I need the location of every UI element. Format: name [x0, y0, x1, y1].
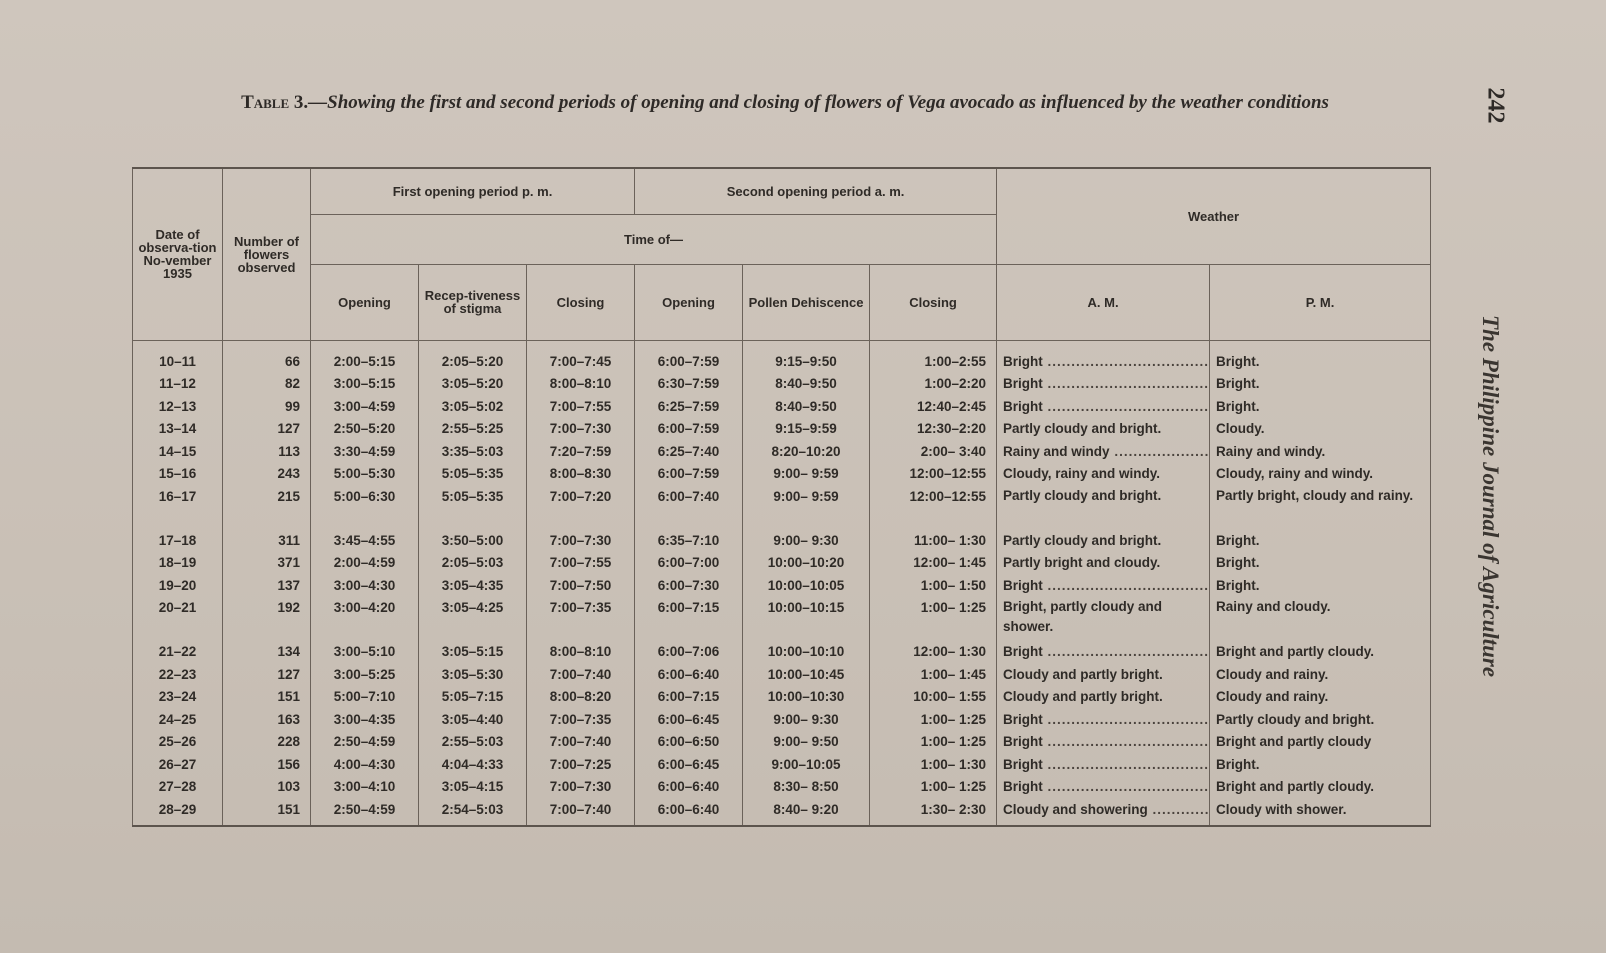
- cell-opening-1: 4:00–4:30: [311, 754, 419, 777]
- cell-closing-1: 7:00–7:40: [527, 799, 635, 827]
- cell-receptiveness: 3:35–5:03: [419, 441, 527, 464]
- header-weather: Weather: [997, 168, 1431, 264]
- cell-number: 228: [223, 731, 311, 754]
- cell-receptiveness: 3:05–4:25: [419, 597, 527, 641]
- cell-closing-2: 10:00– 1:55: [870, 686, 997, 709]
- cell-opening-2: 6:30–7:59: [635, 373, 743, 396]
- cell-closing-2: 12:00–12:55: [870, 463, 997, 486]
- cell-pollen: 9:00– 9:50: [743, 731, 870, 754]
- cell-pollen: 8:40–9:50: [743, 373, 870, 396]
- cell-date: 17–18: [133, 530, 223, 553]
- cell-weather-pm: Cloudy and rainy.: [1210, 686, 1431, 709]
- cell-receptiveness: 3:05–5:15: [419, 641, 527, 664]
- cell-number: 137: [223, 575, 311, 598]
- cell-pollen: 9:15–9:59: [743, 418, 870, 441]
- cell-opening-1: 3:00–4:59: [311, 396, 419, 419]
- cell-weather-am: Cloudy and showering .....: [1003, 802, 1210, 817]
- cell-opening-1: 3:00–4:20: [311, 597, 419, 641]
- cell-receptiveness: 2:54–5:03: [419, 799, 527, 827]
- cell-opening-1: 3:00–4:30: [311, 575, 419, 598]
- cell-closing-1: 7:00–7:25: [527, 754, 635, 777]
- cell-closing-2: 1:00– 1:45: [870, 664, 997, 687]
- cell-weather-pm: Bright and partly cloudy.: [1210, 641, 1431, 664]
- cell-receptiveness: 5:05–5:35: [419, 463, 527, 486]
- cell-weather-pm: Bright.: [1210, 396, 1431, 419]
- cell-number: 215: [223, 486, 311, 530]
- cell-opening-2: 6:00–7:59: [635, 463, 743, 486]
- cell-opening-2: 6:00–7:15: [635, 686, 743, 709]
- table-row: [133, 340, 1431, 373]
- cell-pollen: 10:00–10:20: [743, 552, 870, 575]
- cell-number: 371: [223, 552, 311, 575]
- cell-closing-1: 7:00–7:55: [527, 552, 635, 575]
- cell-closing-2: 1:00– 1:25: [870, 731, 997, 754]
- cell-date: 20–21: [133, 597, 223, 641]
- cell-weather-am: Cloudy, rainy and windy.: [997, 463, 1210, 486]
- cell-receptiveness: 5:05–7:15: [419, 686, 527, 709]
- cell-opening-1: 2:00–4:59: [311, 552, 419, 575]
- cell-opening-1: 5:00–7:10: [311, 686, 419, 709]
- table-row: [133, 597, 1431, 641]
- cell-closing-1: 7:00–7:55: [527, 396, 635, 419]
- cell-pollen: 8:20–10:20: [743, 441, 870, 464]
- cell-opening-2: 6:00–6:45: [635, 754, 743, 777]
- cell-pollen: 10:00–10:10: [743, 641, 870, 664]
- cell-date: 22–23: [133, 664, 223, 687]
- cell-closing-2: 1:00– 1:50: [870, 575, 997, 598]
- cell-closing-1: 7:00–7:45: [527, 340, 635, 373]
- cell-closing-2: 12:00–12:55: [870, 486, 997, 530]
- cell-weather-am: Bright .....: [1003, 399, 1210, 414]
- cell-receptiveness: 3:05–5:02: [419, 396, 527, 419]
- table-body: [133, 340, 1431, 826]
- cell-weather-am: Bright, partly cloudy and shower.: [997, 597, 1210, 641]
- cell-closing-2: 1:00– 1:25: [870, 597, 997, 641]
- table-row: [133, 799, 1431, 827]
- cell-closing-2: 12:00– 1:45: [870, 552, 997, 575]
- cell-weather-am: Bright .....: [1003, 734, 1210, 749]
- header-opening-1: Opening: [311, 264, 419, 340]
- table-row: [133, 641, 1431, 664]
- cell-number: 192: [223, 597, 311, 641]
- cell-number: 134: [223, 641, 311, 664]
- cell-number: 243: [223, 463, 311, 486]
- cell-opening-2: 6:25–7:59: [635, 396, 743, 419]
- cell-closing-1: 7:00–7:20: [527, 486, 635, 530]
- cell-closing-1: 7:20–7:59: [527, 441, 635, 464]
- table-caption: [140, 88, 1430, 117]
- table-row: [133, 664, 1431, 687]
- cell-closing-2: 12:40–2:45: [870, 396, 997, 419]
- cell-closing-1: 8:00–8:10: [527, 641, 635, 664]
- header-receptiveness: Recep-tiveness of stigma: [419, 264, 527, 340]
- cell-receptiveness: 2:05–5:20: [419, 340, 527, 373]
- cell-number: 127: [223, 664, 311, 687]
- header-time-of: Time of—: [311, 214, 997, 264]
- cell-pollen: 10:00–10:30: [743, 686, 870, 709]
- table-header: [133, 168, 1431, 340]
- cell-pollen: 9:00– 9:59: [743, 486, 870, 530]
- cell-opening-2: 6:00–7:59: [635, 418, 743, 441]
- cell-weather-am: Bright .....: [1003, 376, 1210, 391]
- cell-pollen: 9:00–10:05: [743, 754, 870, 777]
- cell-date: 21–22: [133, 641, 223, 664]
- cell-number: 113: [223, 441, 311, 464]
- cell-closing-1: 8:00–8:30: [527, 463, 635, 486]
- cell-weather-pm: Bright.: [1210, 373, 1431, 396]
- table-caption-label: Table 3.: [241, 92, 309, 113]
- header-closing-2: Closing: [870, 264, 997, 340]
- cell-number: 163: [223, 709, 311, 732]
- cell-opening-1: 3:00–5:15: [311, 373, 419, 396]
- cell-opening-2: 6:00–7:40: [635, 486, 743, 530]
- cell-date: 28–29: [133, 799, 223, 827]
- cell-weather-pm: Cloudy.: [1210, 418, 1431, 441]
- cell-date: 13–14: [133, 418, 223, 441]
- cell-pollen: 9:00– 9:59: [743, 463, 870, 486]
- cell-receptiveness: 3:05–4:15: [419, 776, 527, 799]
- cell-receptiveness: 3:05–4:40: [419, 709, 527, 732]
- cell-weather-am: Bright .....: [1003, 712, 1210, 727]
- cell-opening-2: 6:00–7:00: [635, 552, 743, 575]
- cell-opening-1: 3:30–4:59: [311, 441, 419, 464]
- header-first-period: First opening period p. m.: [311, 168, 635, 214]
- cell-pollen: 8:30– 8:50: [743, 776, 870, 799]
- cell-weather-am: Bright .....: [1003, 779, 1210, 794]
- cell-closing-1: 7:00–7:35: [527, 597, 635, 641]
- data-table: [132, 167, 1431, 827]
- cell-pollen: 8:40–9:50: [743, 396, 870, 419]
- cell-pollen: 10:00–10:15: [743, 597, 870, 641]
- cell-opening-1: 2:50–5:20: [311, 418, 419, 441]
- table-row: [133, 530, 1431, 553]
- cell-number: 103: [223, 776, 311, 799]
- table-caption-text: —Showing the first and second periods of opening and closing of flowers of Vega avocado as influenced by the weather conditions: [308, 92, 1329, 113]
- table-row: [133, 552, 1431, 575]
- table-row: [133, 396, 1431, 419]
- cell-weather-am: Bright .....: [1003, 354, 1210, 369]
- cell-closing-1: 7:00–7:30: [527, 418, 635, 441]
- cell-weather-am: Partly cloudy and bright.: [997, 530, 1210, 553]
- header-pm: P. M.: [1210, 264, 1431, 340]
- table-row: [133, 709, 1431, 732]
- cell-opening-2: 6:00–6:40: [635, 664, 743, 687]
- cell-weather-pm: Cloudy with shower.: [1210, 799, 1431, 827]
- cell-closing-1: 7:00–7:40: [527, 664, 635, 687]
- cell-date: 25–26: [133, 731, 223, 754]
- cell-weather-am: Rainy and windy .....: [1003, 444, 1210, 459]
- table-row: [133, 731, 1431, 754]
- cell-closing-1: 7:00–7:30: [527, 776, 635, 799]
- cell-weather-pm: Bright.: [1210, 530, 1431, 553]
- cell-weather-pm: Bright.: [1210, 575, 1431, 598]
- cell-opening-2: 6:00–6:45: [635, 709, 743, 732]
- cell-weather-pm: Bright and partly cloudy: [1210, 731, 1431, 754]
- cell-number: 99: [223, 396, 311, 419]
- cell-closing-1: 7:00–7:50: [527, 575, 635, 598]
- cell-date: 15–16: [133, 463, 223, 486]
- cell-weather-am: Bright .....: [1003, 644, 1210, 659]
- cell-date: 11–12: [133, 373, 223, 396]
- cell-weather-am: Cloudy and partly bright.: [997, 686, 1210, 709]
- header-number: Number of flowers observed: [223, 168, 311, 340]
- cell-number: 82: [223, 373, 311, 396]
- cell-closing-2: 1:00–2:55: [870, 340, 997, 373]
- cell-date: 18–19: [133, 552, 223, 575]
- cell-number: 151: [223, 686, 311, 709]
- cell-opening-2: 6:00–7:59: [635, 340, 743, 373]
- cell-weather-am: Bright .....: [1003, 578, 1210, 593]
- cell-date: 24–25: [133, 709, 223, 732]
- cell-weather-pm: Cloudy and rainy.: [1210, 664, 1431, 687]
- header-pollen: Pollen Dehiscence: [743, 264, 870, 340]
- cell-date: 10–11: [133, 340, 223, 373]
- cell-opening-1: 3:00–5:25: [311, 664, 419, 687]
- cell-receptiveness: 2:05–5:03: [419, 552, 527, 575]
- cell-closing-2: 1:00– 1:30: [870, 754, 997, 777]
- cell-closing-2: 1:00–2:20: [870, 373, 997, 396]
- cell-weather-am: Partly bright and cloudy.: [997, 552, 1210, 575]
- cell-receptiveness: 3:05–5:20: [419, 373, 527, 396]
- table-row: [133, 373, 1431, 396]
- cell-pollen: 9:15–9:50: [743, 340, 870, 373]
- cell-number: 156: [223, 754, 311, 777]
- cell-closing-2: 11:00– 1:30: [870, 530, 997, 553]
- cell-pollen: 9:00– 9:30: [743, 530, 870, 553]
- cell-receptiveness: 3:50–5:00: [419, 530, 527, 553]
- running-header-journal: The Philippine Journal of Agriculture: [1478, 315, 1503, 678]
- table-row: [133, 441, 1431, 464]
- cell-closing-1: 7:00–7:30: [527, 530, 635, 553]
- table-row: [133, 486, 1431, 530]
- header-am: A. M.: [997, 264, 1210, 340]
- cell-number: 66: [223, 340, 311, 373]
- cell-date: 26–27: [133, 754, 223, 777]
- header-opening-2: Opening: [635, 264, 743, 340]
- cell-date: 23–24: [133, 686, 223, 709]
- cell-closing-2: 12:00– 1:30: [870, 641, 997, 664]
- cell-closing-2: 1:30– 2:30: [870, 799, 997, 827]
- cell-opening-1: 3:00–4:10: [311, 776, 419, 799]
- cell-date: 27–28: [133, 776, 223, 799]
- cell-opening-1: 5:00–5:30: [311, 463, 419, 486]
- cell-weather-pm: Bright and partly cloudy.: [1210, 776, 1431, 799]
- cell-receptiveness: 3:05–5:30: [419, 664, 527, 687]
- table-row: [133, 575, 1431, 598]
- cell-opening-1: 2:50–4:59: [311, 799, 419, 827]
- cell-opening-2: 6:25–7:40: [635, 441, 743, 464]
- cell-date: 14–15: [133, 441, 223, 464]
- cell-opening-2: 6:00–7:15: [635, 597, 743, 641]
- cell-number: 127: [223, 418, 311, 441]
- cell-date: 19–20: [133, 575, 223, 598]
- cell-closing-1: 7:00–7:40: [527, 731, 635, 754]
- cell-pollen: 10:00–10:45: [743, 664, 870, 687]
- cell-opening-2: 6:00–6:40: [635, 799, 743, 827]
- cell-closing-2: 1:00– 1:25: [870, 776, 997, 799]
- cell-opening-2: 6:00–6:40: [635, 776, 743, 799]
- cell-receptiveness: 5:05–5:35: [419, 486, 527, 530]
- cell-receptiveness: 4:04–4:33: [419, 754, 527, 777]
- cell-closing-2: 1:00– 1:25: [870, 709, 997, 732]
- cell-weather-pm: Rainy and cloudy.: [1210, 597, 1431, 641]
- cell-opening-1: 5:00–6:30: [311, 486, 419, 530]
- cell-weather-am: Partly cloudy and bright.: [997, 486, 1210, 530]
- cell-closing-1: 8:00–8:20: [527, 686, 635, 709]
- cell-weather-pm: Partly cloudy and bright.: [1210, 709, 1431, 732]
- cell-weather-pm: Rainy and windy.: [1210, 441, 1431, 464]
- cell-opening-1: 2:50–4:59: [311, 731, 419, 754]
- table-row: [133, 686, 1431, 709]
- cell-weather-pm: Cloudy, rainy and windy.: [1210, 463, 1431, 486]
- header-closing-1: Closing: [527, 264, 635, 340]
- cell-receptiveness: 2:55–5:25: [419, 418, 527, 441]
- cell-weather-pm: Bright.: [1210, 754, 1431, 777]
- cell-pollen: 10:00–10:05: [743, 575, 870, 598]
- cell-weather-am: Bright .....: [1003, 757, 1210, 772]
- cell-weather-pm: Bright.: [1210, 552, 1431, 575]
- header-date: Date of observa-tion No-vember 1935: [133, 168, 223, 340]
- page-number: 242: [1482, 87, 1509, 124]
- cell-opening-1: 2:00–5:15: [311, 340, 419, 373]
- cell-receptiveness: 2:55–5:03: [419, 731, 527, 754]
- cell-opening-1: 3:00–4:35: [311, 709, 419, 732]
- cell-weather-am: Cloudy and partly bright.: [997, 664, 1210, 687]
- cell-opening-2: 6:00–7:06: [635, 641, 743, 664]
- cell-weather-pm: Bright.: [1210, 340, 1431, 373]
- table-row: [133, 463, 1431, 486]
- header-second-period: Second opening period a. m.: [635, 168, 997, 214]
- table-row: [133, 754, 1431, 777]
- cell-closing-1: 8:00–8:10: [527, 373, 635, 396]
- cell-opening-2: 6:00–6:50: [635, 731, 743, 754]
- cell-closing-2: 2:00– 3:40: [870, 441, 997, 464]
- cell-pollen: 9:00– 9:30: [743, 709, 870, 732]
- cell-number: 151: [223, 799, 311, 827]
- cell-date: 12–13: [133, 396, 223, 419]
- cell-pollen: 8:40– 9:20: [743, 799, 870, 827]
- cell-closing-2: 12:30–2:20: [870, 418, 997, 441]
- cell-opening-1: 3:00–5:10: [311, 641, 419, 664]
- cell-opening-2: 6:35–7:10: [635, 530, 743, 553]
- cell-opening-1: 3:45–4:55: [311, 530, 419, 553]
- cell-opening-2: 6:00–7:30: [635, 575, 743, 598]
- table-row: [133, 418, 1431, 441]
- cell-number: 311: [223, 530, 311, 553]
- cell-closing-1: 7:00–7:35: [527, 709, 635, 732]
- cell-weather-am: Partly cloudy and bright.: [997, 418, 1210, 441]
- table-row: [133, 776, 1431, 799]
- cell-weather-pm: Partly bright, cloudy and rainy.: [1210, 486, 1431, 530]
- cell-date: 16–17: [133, 486, 223, 530]
- cell-receptiveness: 3:05–4:35: [419, 575, 527, 598]
